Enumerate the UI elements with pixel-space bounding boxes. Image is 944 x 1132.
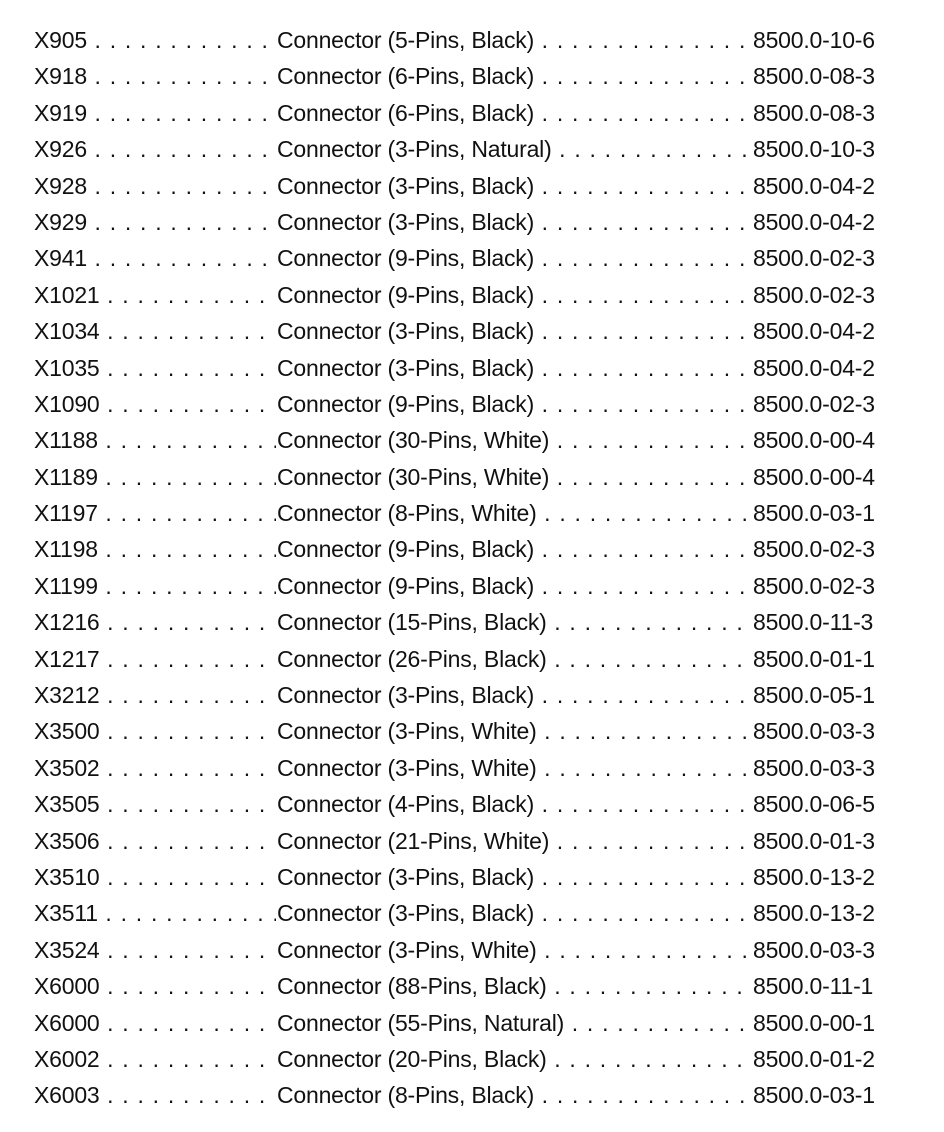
part-number: 8500.0-01-3 (753, 823, 910, 859)
part-description: Connector (9-Pins, Black) . . . (277, 568, 751, 604)
part-description: Connector (3-Pins, Natural) . . . (277, 131, 751, 167)
part-description: Connector (26-Pins, Black) . . . (277, 641, 751, 677)
part-description: Connector (20-Pins, Black) . . . (277, 1041, 751, 1077)
part-description: Connector (15-Pins, Black) . . . (277, 604, 751, 640)
part-description: Connector (5-Pins, Black) . . . (277, 22, 751, 58)
reference-designator: X6000 . . . (34, 1005, 276, 1041)
list-item (34, 240, 910, 276)
reference-designator: X1035 . . . (34, 350, 276, 386)
list-item (34, 968, 910, 1004)
list-item (34, 313, 910, 349)
list-item (34, 95, 910, 131)
list-item (34, 22, 910, 58)
part-number: 8500.0-04-2 (753, 313, 910, 349)
part-description: Connector (8-Pins, Black) . . . (277, 1077, 751, 1113)
part-description: Connector (9-Pins, Black) . . . (277, 277, 751, 313)
part-number: 8500.0-03-1 (753, 495, 910, 531)
part-description: Connector (9-Pins, Black) . . . (277, 240, 751, 276)
reference-designator: X929 . . . (34, 204, 276, 240)
reference-designator: X1217 . . . (34, 641, 276, 677)
part-number: 8500.0-02-3 (753, 568, 910, 604)
list-item (34, 786, 910, 822)
reference-designator: X3524 . . . (34, 932, 276, 968)
list-item (34, 895, 910, 931)
part-number: 8500.0-02-3 (753, 386, 910, 422)
list-item (34, 422, 910, 458)
part-number: 8500.0-08-3 (753, 58, 910, 94)
part-number: 8500.0-03-1 (753, 1077, 910, 1113)
list-item (34, 204, 910, 240)
list-item (34, 932, 910, 968)
list-item (34, 641, 910, 677)
reference-designator: X1197 . . . (34, 495, 276, 531)
reference-designator: X1198 . . . (34, 531, 276, 567)
part-number: 8500.0-04-2 (753, 168, 910, 204)
part-description: Connector (3-Pins, Black) . . . (277, 350, 751, 386)
part-description: Connector (88-Pins, Black) . . . (277, 968, 751, 1004)
list-item (34, 859, 910, 895)
part-number: 8500.0-11-3 (753, 604, 910, 640)
part-description: Connector (30-Pins, White) . . . (277, 459, 751, 495)
list-item (34, 459, 910, 495)
part-description: Connector (3-Pins, Black) . . . (277, 677, 751, 713)
list-item (34, 350, 910, 386)
part-number: 8500.0-02-3 (753, 531, 910, 567)
list-item (34, 58, 910, 94)
reference-designator: X3510 . . . (34, 859, 276, 895)
reference-designator: X926 . . . (34, 131, 276, 167)
reference-designator: X1021 . . . (34, 277, 276, 313)
parts-list (34, 22, 910, 1114)
part-description: Connector (3-Pins, Black) . . . (277, 168, 751, 204)
reference-designator: X1216 . . . (34, 604, 276, 640)
part-description: Connector (8-Pins, White) . . . (277, 495, 751, 531)
part-number: 8500.0-10-3 (753, 131, 910, 167)
reference-designator: X1188 . . . (34, 422, 276, 458)
list-item (34, 131, 910, 167)
list-item (34, 1077, 910, 1113)
part-description: Connector (3-Pins, Black) . . . (277, 859, 751, 895)
reference-designator: X3502 . . . (34, 750, 276, 786)
part-description: Connector (9-Pins, Black) . . . (277, 386, 751, 422)
list-item (34, 495, 910, 531)
part-number: 8500.0-00-4 (753, 422, 910, 458)
part-description: Connector (6-Pins, Black) . . . (277, 58, 751, 94)
list-item (34, 531, 910, 567)
part-description: Connector (55-Pins, Natural) . . . (277, 1005, 751, 1041)
part-number: 8500.0-02-3 (753, 277, 910, 313)
list-item (34, 604, 910, 640)
part-number: 8500.0-08-3 (753, 95, 910, 131)
list-item (34, 1041, 910, 1077)
list-item (34, 677, 910, 713)
reference-designator: X3212 . . . (34, 677, 276, 713)
reference-designator: X6000 . . . (34, 968, 276, 1004)
list-item (34, 386, 910, 422)
part-description: Connector (3-Pins, White) . . . (277, 932, 751, 968)
part-number: 8500.0-11-1 (753, 968, 910, 1004)
part-number: 8500.0-00-4 (753, 459, 910, 495)
reference-designator: X928 . . . (34, 168, 276, 204)
list-item (34, 823, 910, 859)
reference-designator: X1189 . . . (34, 459, 276, 495)
part-number: 8500.0-04-2 (753, 350, 910, 386)
reference-designator: X918 . . . (34, 58, 276, 94)
part-description: Connector (3-Pins, Black) . . . (277, 895, 751, 931)
part-number: 8500.0-04-2 (753, 204, 910, 240)
part-description: Connector (3-Pins, Black) . . . (277, 204, 751, 240)
reference-designator: X3506 . . . (34, 823, 276, 859)
list-item (34, 1005, 910, 1041)
reference-designator: X6002 . . . (34, 1041, 276, 1077)
list-item (34, 568, 910, 604)
reference-designator: X1090 . . . (34, 386, 276, 422)
part-number: 8500.0-03-3 (753, 932, 910, 968)
reference-designator: X941 . . . (34, 240, 276, 276)
part-description: Connector (9-Pins, Black) . . . (277, 531, 751, 567)
part-description: Connector (6-Pins, Black) . . . (277, 95, 751, 131)
part-number: 8500.0-01-1 (753, 641, 910, 677)
list-item (34, 713, 910, 749)
list-item (34, 168, 910, 204)
reference-designator: X1034 . . . (34, 313, 276, 349)
part-number: 8500.0-03-3 (753, 750, 910, 786)
part-number: 8500.0-13-2 (753, 895, 910, 931)
reference-designator: X905 . . . (34, 22, 276, 58)
part-description: Connector (4-Pins, Black) . . . (277, 786, 751, 822)
reference-designator: X3505 . . . (34, 786, 276, 822)
part-number: 8500.0-01-2 (753, 1041, 910, 1077)
list-item (34, 750, 910, 786)
list-item (34, 277, 910, 313)
part-description: Connector (3-Pins, White) . . . (277, 713, 751, 749)
part-number: 8500.0-13-2 (753, 859, 910, 895)
part-number: 8500.0-05-1 (753, 677, 910, 713)
part-number: 8500.0-06-5 (753, 786, 910, 822)
part-description: Connector (3-Pins, White) . . . (277, 750, 751, 786)
reference-designator: X3511 . . . (34, 895, 276, 931)
part-number: 8500.0-03-3 (753, 713, 910, 749)
part-number: 8500.0-00-1 (753, 1005, 910, 1041)
reference-designator: X919 . . . (34, 95, 276, 131)
part-number: 8500.0-10-6 (753, 22, 910, 58)
part-description: Connector (3-Pins, Black) . . . (277, 313, 751, 349)
part-number: 8500.0-02-3 (753, 240, 910, 276)
reference-designator: X3500 . . . (34, 713, 276, 749)
part-description: Connector (21-Pins, White) . . . (277, 823, 751, 859)
part-description: Connector (30-Pins, White) . . . (277, 422, 751, 458)
reference-designator: X1199 . . . (34, 568, 276, 604)
reference-designator: X6003 . . . (34, 1077, 276, 1113)
